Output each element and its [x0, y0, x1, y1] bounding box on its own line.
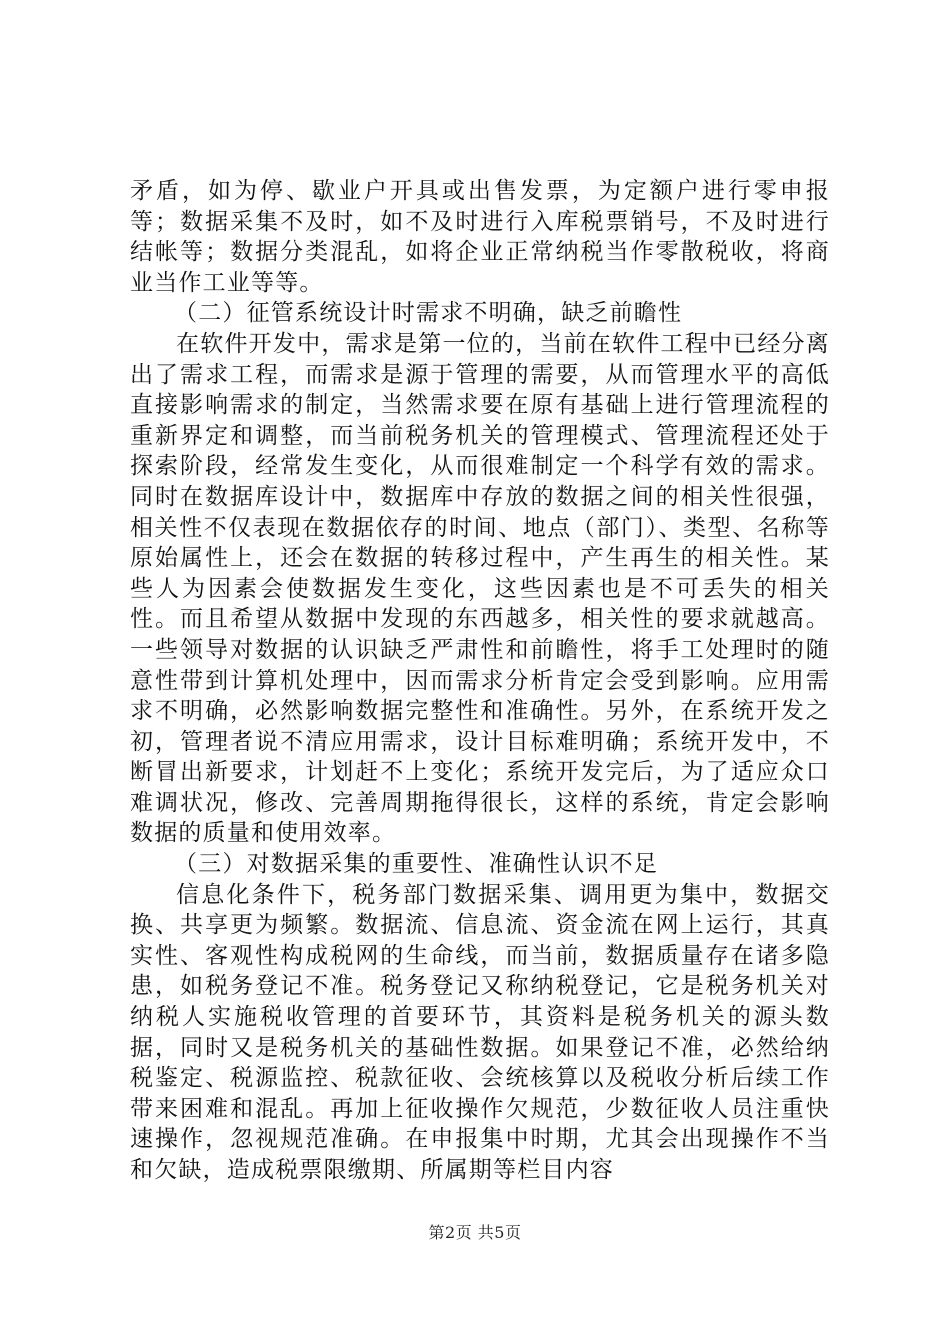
section-heading-3: （三）对数据采集的重要性、准确性认识不足	[174, 851, 658, 878]
document-body	[130, 176, 830, 1186]
page-footer: 第2页 共5页	[428, 1223, 522, 1242]
paragraph-data-collection: 信息化条件下，税务部门数据采集、调用更为集中，数据交换、共享更为频繁。数据流、信息流、资金流在网上运行，其真实性、客观性构成税网的生命线，而当前，数据质量存在诸多隐患，如税务登记不准。税务登记又称纳税登记，它是税务机关对纳税人实施税收管理的首要环节，其资料是税务机关的源头数据，同时又是税务机关的基础性数据。如果登记不准，必然给纳税鉴定、税源监控、税款征收、会统核算以及税收分析后续工作带来困难和混乱。再加上征收操作欠规范，少数征收人员注重快速操作，忽视规范准确。在申报集中时期，尤其会出现操作不当和欠缺，造成税票限缴期、所属期等栏目内容	[130, 881, 830, 1183]
paragraph-continuation: 矛盾，如为停、歇业户开具或出售发票，为定额户进行零申报等；数据采集不及时，如不及时进行入库税票销号，不及时进行结帐等；数据分类混乱，如将企业正常纳税当作零散税收，将商业当作工业等等。	[130, 178, 830, 296]
paragraph-requirements: 在软件开发中，需求是第一位的，当前在软件工程中已经分离出了需求工程，而需求是源于管理的需要，从而管理水平的高低直接影响需求的制定，当然需求要在原有基础上进行管理流程的重新界定和调整，而当前税务机关的管理模式、管理流程还处于探索阶段，经常发生变化，从而很难制定一个科学有效的需求。同时在数据库设计中，数据库中存放的数据之间的相关性很强，相关性不仅表现在数据依存的时间、地点（部门）、类型、名称等原始属性上，还会在数据的转移过程中，产生再生的相关性。某些人为因素会使数据发生变化，这些因素也是不可丢失的相关性。而且希望从数据中发现的东西越多，相关性的要求就越高。一些领导对数据的认识缺乏严肃性和前瞻性，将手工处理时的随意性带到计算机处理中，因而需求分析肯定会受到影响。应用需求不明确，必然影响数据完整性和准确性。另外，在系统开发之初，管理者说不清应用需求，设计目标难明确；系统开发中，不断冒出新要求，计划赶不上变化；系统开发完后，为了适应众口难调状况，修改、完善周期拖得很长，这样的系统，肯定会影响数据的质量和使用效率。	[130, 330, 830, 847]
section-heading-2: （二）征管系统设计时需求不明确，缺乏前瞻性	[174, 300, 683, 327]
